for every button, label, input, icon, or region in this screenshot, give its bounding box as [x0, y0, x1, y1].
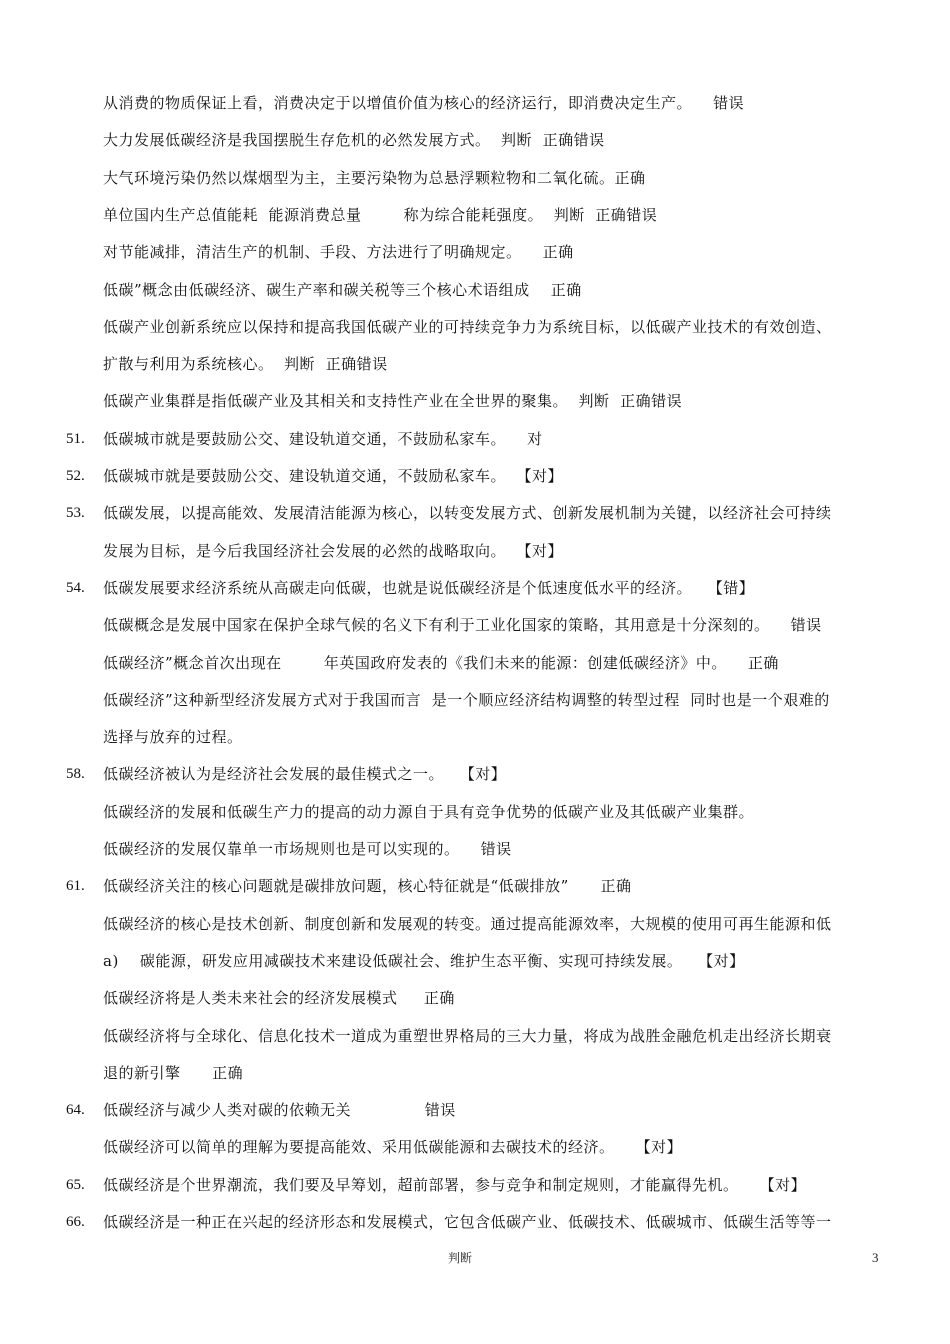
text-line: 低碳经济将是人类未来社会的经济发展模式 正确: [103, 989, 455, 1007]
text-line: 低碳经济将与全球化、信息化技术一道成为重塑世界格局的三大力量，将成为战胜金融危机走出经济长期衰: [103, 1027, 832, 1045]
text-line: 低碳经济是一种正在兴起的经济形态和发展模式，它包含低碳产业、低碳技术、低碳城市、低碳生活等等一: [103, 1213, 832, 1231]
text-line: 低碳城市就是要鼓励公交、建设轨道交通，不鼓励私家车。 【对】: [103, 467, 564, 485]
text-line: 对节能减排，清洁生产的机制、手段、方法进行了明确规定。 正确: [103, 243, 574, 261]
item-number: 61.: [66, 878, 85, 894]
footer-label: 判断: [448, 1251, 473, 1265]
text-line: 从消费的物质保证上看，消费决定于以增值价值为核心的经济运行，即消费决定生产。 错误: [103, 94, 745, 112]
item-number: 54.: [66, 580, 85, 596]
item-number: 53.: [66, 505, 85, 521]
text-line: 低碳概念是发展中国家在保护全球气候的名义下有利于工业化国家的策略，其用意是十分深刻的。 错误: [103, 616, 822, 634]
text-line: 低碳经济被认为是经济社会发展的最佳模式之一。 【对】: [103, 765, 507, 783]
text-line: 退的新引擎 正确: [103, 1064, 244, 1082]
text-line: 低碳经济”这种新型经济发展方式对于我国而言 是一个顺应经济结构调整的转型过程 同时也是一个艰难的: [103, 691, 830, 709]
text-line: 低碳经济可以简单的理解为要提高能效、采用低碳能源和去碳技术的经济。 【对】: [103, 1138, 683, 1156]
text-line: 低碳经济与减少人类对碳的依赖无关 错误: [103, 1101, 456, 1119]
text-line: 低碳经济关注的核心问题就是碳排放问题，核心特征就是“低碳排放” 正确: [103, 877, 632, 895]
text-line: 大力发展低碳经济是我国摆脱生存危机的必然发展方式。 判断 正确错误: [103, 131, 605, 149]
text-line: 低碳经济是个世界潮流，我们要及早筹划，超前部署，参与竞争和制定规则，才能赢得先机。 【对】: [103, 1176, 807, 1194]
item-number: 51.: [66, 431, 85, 447]
text-line: 低碳发展，以提高能效、发展清洁能源为核心，以转变发展方式、创新发展机制为关键，以经济社会可持续: [103, 504, 832, 522]
text-line: 低碳发展要求经济系统从高碳走向低碳，也就是说低碳经济是个低速度低水平的经济。 【错】: [103, 579, 755, 597]
text-line: 低碳经济的发展仅靠单一市场规则也是可以实现的。 错误: [103, 840, 512, 858]
item-number: 64.: [66, 1102, 85, 1118]
text-line: 低碳经济的发展和低碳生产力的提高的动力源自于具有竞争优势的低碳产业及其低碳产业集群。: [103, 803, 755, 821]
text-line: 低碳产业创新系统应以保持和提高我国低碳产业的可持续竞争力为系统目标，以低碳产业技术的有效创造、: [103, 318, 832, 336]
text-line: 低碳产业集群是指低碳产业及其相关和支持性产业在全世界的聚集。 判断 正确错误: [103, 392, 683, 410]
text-line: 选择与放弃的过程。: [103, 728, 243, 746]
text-line: 单位国内生产总值能耗 能源消费总量 称为综合能耗强度。 判断 正确错误: [103, 206, 658, 224]
page-number: 3: [872, 1250, 879, 1265]
item-number: 65.: [66, 1177, 85, 1193]
text-line: 发展为目标，是今后我国经济社会发展的必然的战略取向。 【对】: [103, 542, 564, 560]
item-number: 52.: [66, 468, 85, 484]
text-line: 低碳”概念由低碳经济、碳生产率和碳关税等三个核心术语组成 正确: [103, 281, 582, 299]
text-line: 低碳经济的核心是技术创新、制度创新和发展观的转变。通过提高能源效率，大规模的使用可再生能源和低: [103, 915, 832, 933]
text-line: 低碳经济”概念首次出现在 年英国政府发表的《我们未来的能源：创建低碳经济》中。 正确: [103, 654, 779, 672]
item-number: 58.: [66, 766, 85, 782]
text-line: 扩散与利用为系统核心。 判断 正确错误: [103, 355, 388, 373]
text-line: a) 碳能源，研发应用减碳技术来建设低碳社会、维护生态平衡、实现可持续发展。 【对】: [103, 952, 745, 970]
text-line: 大气环境污染仍然以煤烟型为主，主要污染物为总悬浮颗粒物和二氧化硫。正确: [103, 169, 646, 187]
item-number: 66.: [66, 1214, 85, 1230]
text-line: 低碳城市就是要鼓励公交、建设轨道交通，不鼓励私家车。 对: [103, 430, 543, 448]
